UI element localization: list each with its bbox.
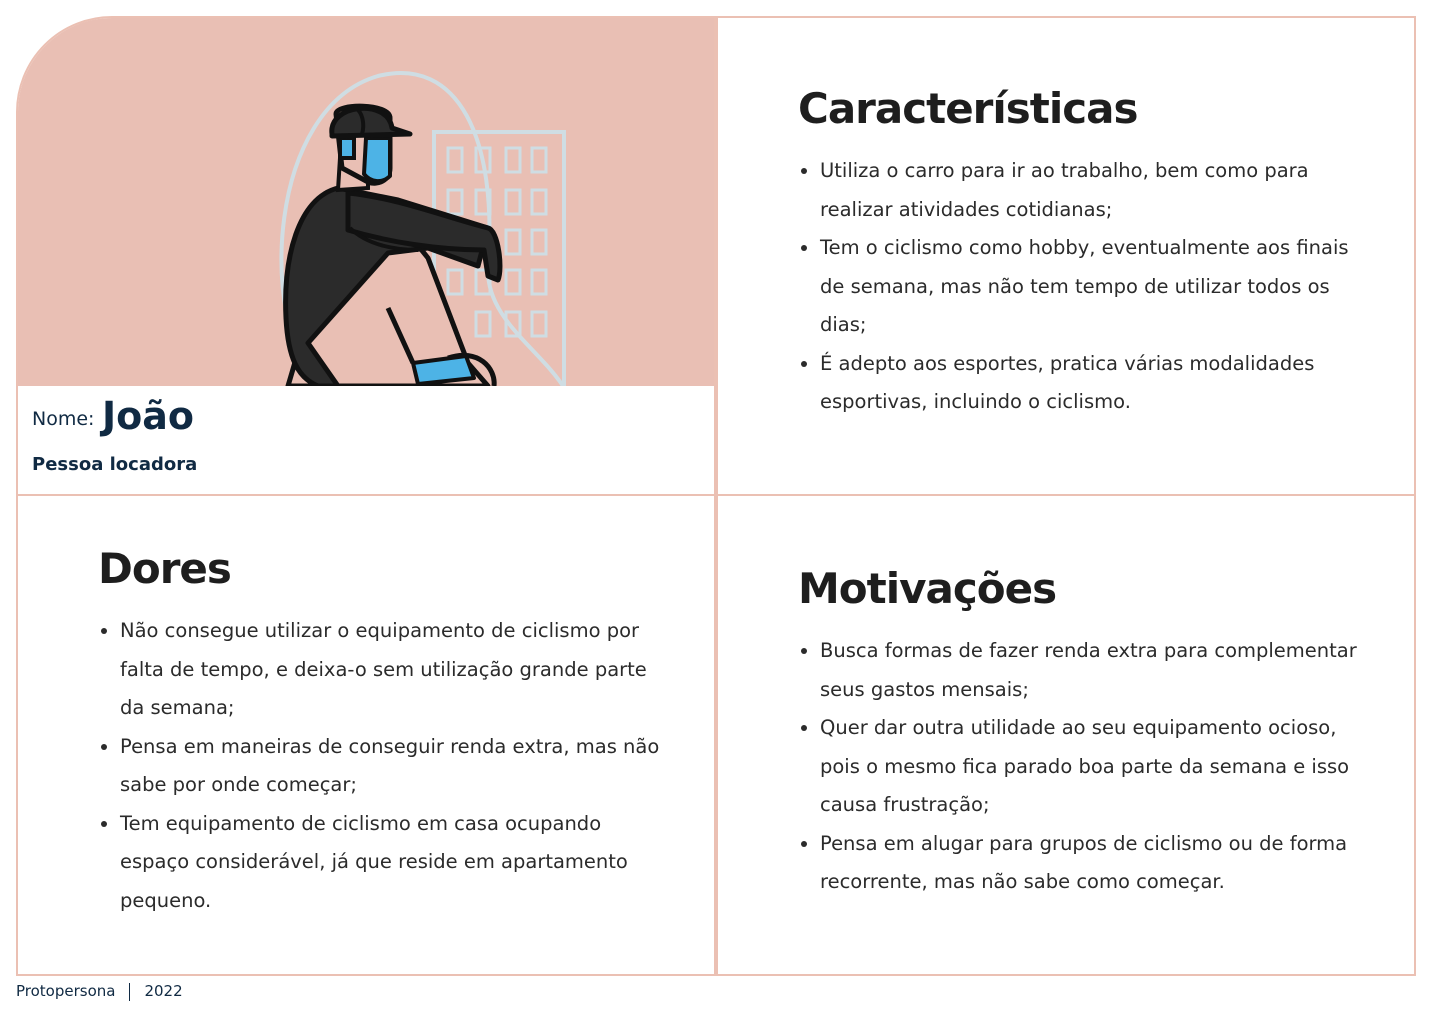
characteristics-title: Características: [798, 84, 1138, 133]
characteristics-list: [798, 152, 1350, 422]
list-item: • Utiliza o carro para ir ao trabalho, bem como para realizar atividades cotidianas;: [820, 152, 1350, 229]
name-label: Nome:: [32, 408, 95, 430]
list-item: • Pensa em alugar para grupos de ciclismo ou de forma recorrente, mas não sabe como começar.: [820, 825, 1360, 902]
pains-list: [98, 612, 660, 920]
characteristics-panel: [716, 16, 1416, 496]
motivations-title: Motivações: [798, 564, 1057, 613]
list-item: • Não consegue utilizar o equipamento de ciclismo por falta de tempo, e deixa-o sem utilização grande parte da semana;: [120, 612, 660, 728]
list-item: • Tem equipamento de ciclismo em casa ocupando espaço considerável, já que reside em apartamento pequeno.: [120, 805, 660, 921]
motivations-list: [798, 632, 1360, 902]
persona-card: [16, 16, 1416, 976]
pains-panel: [16, 494, 716, 976]
list-item: • Quer dar outra utilidade ao seu equipamento ocioso, pois o mesmo fica parado boa parte da semana e isso causa frustração;: [820, 709, 1360, 825]
footer-label: Protopersona: [16, 982, 116, 1000]
persona-role: Pessoa locadora: [32, 454, 198, 475]
persona-name-bar: [18, 386, 716, 496]
persona-name: João: [102, 394, 194, 438]
footer-year: 2022: [144, 982, 183, 1000]
list-item: • Busca formas de fazer renda extra para complementar seus gastos mensais;: [820, 632, 1360, 709]
list-item: • Pensa em maneiras de conseguir renda extra, mas não sabe por onde começar;: [120, 728, 660, 805]
pains-title: Dores: [98, 544, 231, 593]
footer-divider: [129, 983, 130, 1001]
footer: [16, 982, 183, 1001]
persona-profile-panel: [16, 16, 716, 496]
persona-illustration: [18, 18, 716, 386]
list-item: • Tem o ciclismo como hobby, eventualmente aos finais de semana, mas não tem tempo de utilizar todos os dias;: [820, 229, 1350, 345]
motivations-panel: [716, 494, 1416, 976]
list-item: • É adepto aos esportes, pratica várias modalidades esportivas, incluindo o ciclismo.: [820, 345, 1350, 422]
seated-man-illustration: [18, 18, 716, 386]
